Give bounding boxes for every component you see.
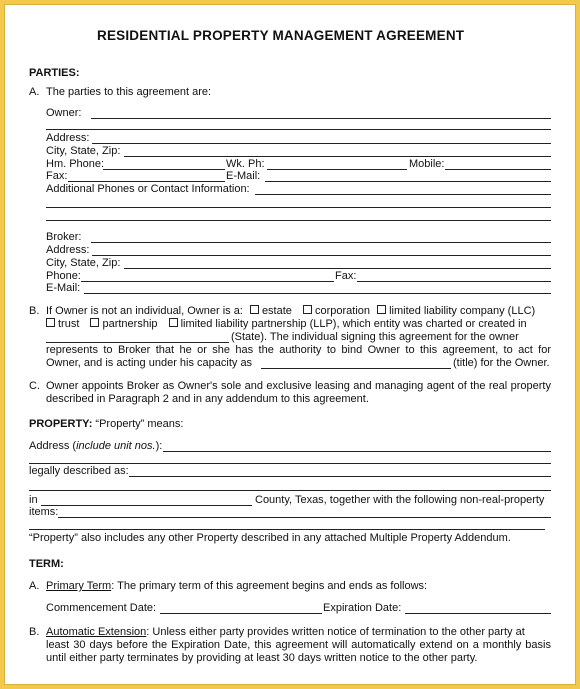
parties-b-label: B. bbox=[29, 305, 40, 317]
parties-b-line3: (State). The individual signing this agreement for the owner bbox=[231, 331, 519, 343]
b-intro: If Owner is not an individual, Owner is a: bbox=[46, 305, 243, 317]
partnership-checkbox[interactable] bbox=[90, 318, 99, 327]
items-field-2[interactable] bbox=[29, 529, 545, 530]
broker-phone-label: Phone: bbox=[46, 270, 81, 282]
term-heading: TERM: bbox=[29, 558, 64, 570]
broker-phone-field[interactable] bbox=[81, 281, 334, 282]
parties-a-text: The parties to this agreement are: bbox=[46, 86, 212, 98]
property-means: “Property” means: bbox=[95, 418, 184, 430]
broker-fax-field[interactable] bbox=[357, 281, 551, 282]
address-label: Address: bbox=[46, 132, 90, 144]
trust-checkbox[interactable] bbox=[46, 318, 55, 327]
city-state-zip-label: City, State, Zip: bbox=[46, 145, 121, 157]
additional-line-2[interactable] bbox=[46, 220, 551, 221]
address-field[interactable] bbox=[92, 143, 551, 144]
auto-extension-text: : Unless either party provides written notice of termination to the other party at bbox=[146, 626, 525, 638]
property-address-label: Address (include unit nos.): bbox=[29, 440, 163, 452]
broker-city-label: City, State, Zip: bbox=[46, 257, 121, 269]
parties-b-line5b: (title) for the Owner. bbox=[453, 357, 550, 369]
partnership-label: partnership bbox=[102, 318, 158, 330]
broker-fax-label: Fax: bbox=[335, 270, 357, 282]
mobile-label: Mobile: bbox=[409, 158, 445, 170]
llc-label: limited liability company (LLC) bbox=[389, 305, 536, 317]
county-field[interactable] bbox=[41, 505, 252, 506]
legally-described-field-2[interactable] bbox=[29, 490, 551, 491]
commencement-label: Commencement Date: bbox=[46, 602, 157, 614]
broker-field[interactable] bbox=[91, 242, 551, 243]
expiration-label: Expiration Date: bbox=[323, 602, 402, 614]
parties-b-line2 bbox=[46, 318, 527, 331]
term-b-label: B. bbox=[29, 626, 40, 638]
term-b-line2: least 30 days before the Expiration Date, this agreement will automatically extend on a monthly basis bbox=[46, 639, 551, 651]
llp-checkbox[interactable] bbox=[169, 318, 178, 327]
wk-ph-field[interactable] bbox=[267, 169, 407, 170]
city-state-zip-field[interactable] bbox=[124, 156, 551, 157]
owner-field-extra[interactable] bbox=[46, 129, 551, 130]
b-line2-tail: , which entity was charted or created in bbox=[336, 318, 527, 330]
additional-line-1[interactable] bbox=[46, 207, 551, 208]
additional-phones-field[interactable] bbox=[255, 194, 551, 195]
trust-label: trust bbox=[58, 318, 80, 330]
in-label: in bbox=[29, 494, 38, 506]
corporation-label: corporation bbox=[314, 305, 371, 317]
llc-checkbox[interactable] bbox=[377, 305, 386, 314]
broker-email-field[interactable] bbox=[84, 293, 551, 294]
broker-label: Broker: bbox=[46, 231, 82, 243]
title-field[interactable] bbox=[261, 368, 451, 369]
document-title: RESIDENTIAL PROPERTY MANAGEMENT AGREEMENT bbox=[97, 28, 465, 43]
items-field[interactable] bbox=[58, 517, 551, 518]
parties-b-line5a: Owner, and is acting under his capacity as bbox=[46, 357, 253, 369]
parties-c-label: C. bbox=[29, 380, 40, 392]
commencement-field[interactable] bbox=[160, 613, 322, 614]
estate-label: estate bbox=[261, 305, 292, 317]
property-address-field-2[interactable] bbox=[29, 463, 551, 464]
fax-field[interactable] bbox=[68, 181, 225, 182]
term-a-row bbox=[46, 580, 427, 593]
parties-c-line1: Owner appoints Broker as Owner's sole and exclusive leasing and managing agent of the real property bbox=[46, 380, 551, 392]
term-b-line3: until either party terminates by providing at least 30 days written notice to the other party. bbox=[46, 652, 478, 664]
owner-label: Owner: bbox=[46, 107, 82, 119]
fax-label: Fax: bbox=[46, 170, 68, 182]
owner-field[interactable] bbox=[91, 118, 551, 119]
parties-c-line2: described in Paragraph 2 and in any addendum to this agreement. bbox=[46, 393, 369, 405]
hm-phone-label: Hm. Phone: bbox=[46, 158, 105, 170]
broker-address-label: Address: bbox=[46, 244, 90, 256]
property-also: “Property” also includes any other Property described in any attached Multiple Property Addendum. bbox=[29, 532, 511, 544]
hm-phone-field[interactable] bbox=[103, 169, 225, 170]
term-a-label: A. bbox=[29, 580, 40, 592]
document-page bbox=[4, 4, 576, 685]
parties-heading: PARTIES: bbox=[29, 67, 80, 79]
legally-described-field[interactable] bbox=[129, 476, 551, 477]
parties-a-label: A. bbox=[29, 86, 40, 98]
broker-address-field[interactable] bbox=[92, 255, 551, 256]
llp-label: limited liability partnership (LLP) bbox=[180, 318, 337, 330]
expiration-field[interactable] bbox=[405, 613, 551, 614]
broker-email-label: E-Mail: bbox=[46, 282, 81, 294]
auto-extension-title: Automatic Extension bbox=[46, 626, 147, 638]
email-label: E-Mail: bbox=[226, 170, 261, 182]
state-field[interactable] bbox=[46, 342, 229, 343]
additional-phones-label: Additional Phones or Contact Information: bbox=[46, 183, 250, 195]
primary-term-text: : The primary term of this agreement begins and ends as follows: bbox=[111, 580, 428, 592]
estate-checkbox[interactable] bbox=[250, 305, 259, 314]
wk-ph-label: Wk. Ph: bbox=[226, 158, 265, 170]
mobile-field[interactable] bbox=[445, 169, 551, 170]
primary-term-title: Primary Term bbox=[46, 580, 112, 592]
property-heading: PROPERTY: bbox=[29, 418, 93, 430]
parties-b-line4: represents to Broker that he or she has the authority to bind Owner to this agreement, to act for bbox=[46, 344, 551, 356]
legally-described-label: legally described as: bbox=[29, 465, 129, 477]
corporation-checkbox[interactable] bbox=[303, 305, 312, 314]
property-heading-row bbox=[29, 418, 183, 431]
property-address-field[interactable] bbox=[163, 451, 551, 452]
broker-city-field[interactable] bbox=[124, 268, 551, 269]
items-label: items: bbox=[29, 506, 59, 518]
county-text: County, Texas, together with the following non-real-property bbox=[255, 494, 545, 506]
term-b-line1 bbox=[46, 626, 525, 639]
parties-b-line1 bbox=[46, 305, 535, 318]
email-field[interactable] bbox=[265, 181, 551, 182]
